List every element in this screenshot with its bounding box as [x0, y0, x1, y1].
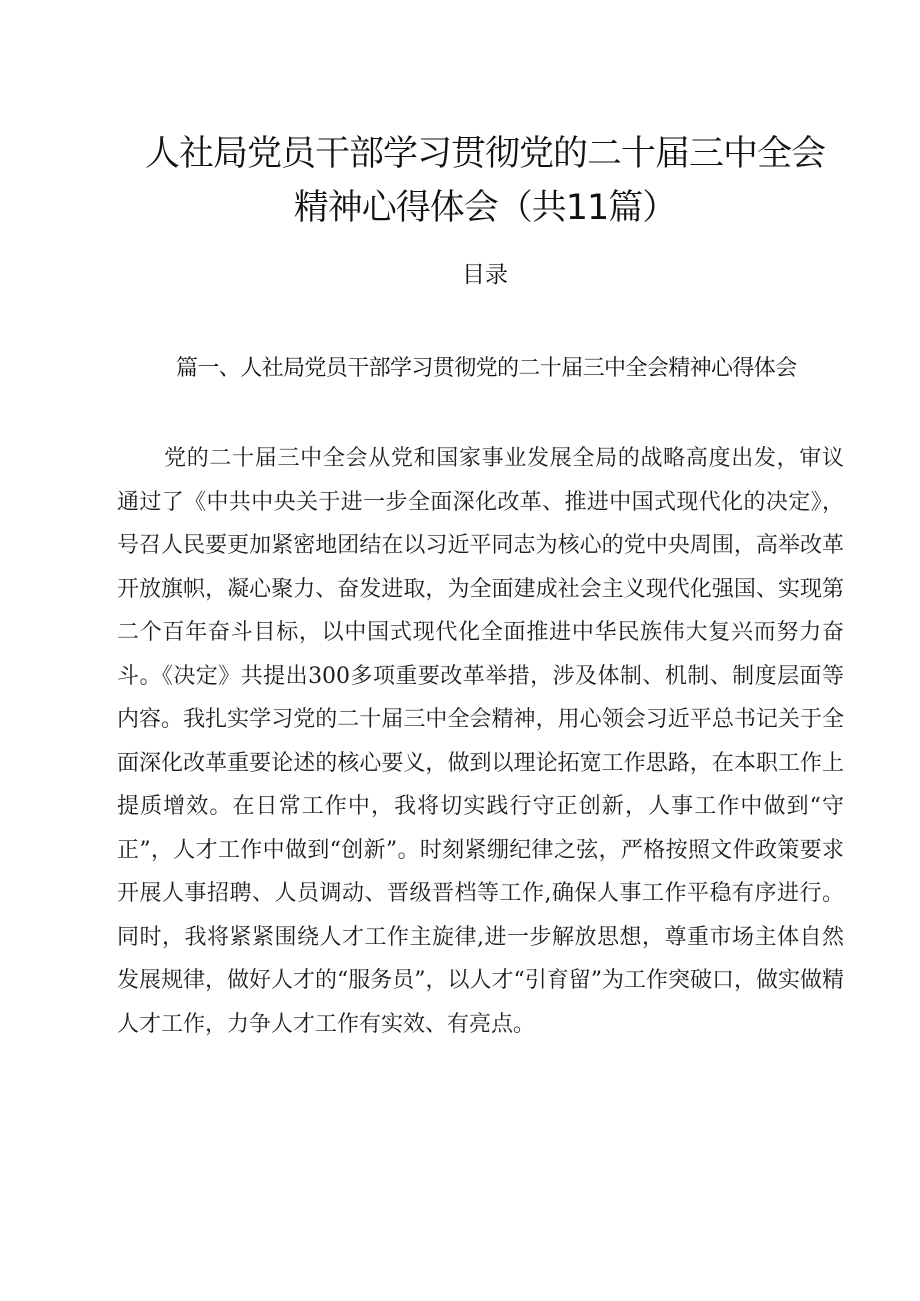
- section-title: 篇一、人社局党员干部学习贯彻党的二十届三中全会精神心得体会: [176, 356, 797, 381]
- table-of-contents-heading: 目录: [462, 262, 508, 288]
- document-title-line-2: 精神心得体会（共11篇）: [293, 188, 677, 228]
- document-title-line-1: 人社局党员干部学习贯彻党的二十届三中全会: [144, 134, 825, 174]
- body-paragraph: 党的二十届三中全会从党和国家事业发展全局的战略高度出发，审议通过了《中共中央关于进一步全面深化改革、推进中国式现代化的决定》，号召人民要更加紧密地团结在以习近平同志为核心的党中央周围，高举改革开放旗帜，凝心聚力、奋发进取，为全面建成社会主义现代化强国、实现第二个百年奋斗目标，以中国式现代化全面推进中华民族伟大复兴而努力奋斗。《决定》共提出300多项重要改革举措，涉及体制、机制、制度层面等内容。我扎实学习党的二十届三中全会精神，用心领会习近平总书记关于全面深化改革重要论述的核心要义，做到以理论拓宽工作思路，在本职工作上提质增效。在日常工作中，我将切实践行守正创新，人事工作中做到“守正”，人才工作中做到“创新”。时刻紧绷纪律之弦，严格按照文件政策要求开展人事招聘、人员调动、晋级晋档等工作,确保人事工作平稳有序进行。同时，我将紧紧围绕人才工作主旋律,进一步解放思想，尊重市场主体自然发展规律，做好人才的“服务员”，以人才“引育留”为工作突破口，做实做精人才工作，力争人才工作有实效、有亮点。: [117, 446, 844, 1037]
